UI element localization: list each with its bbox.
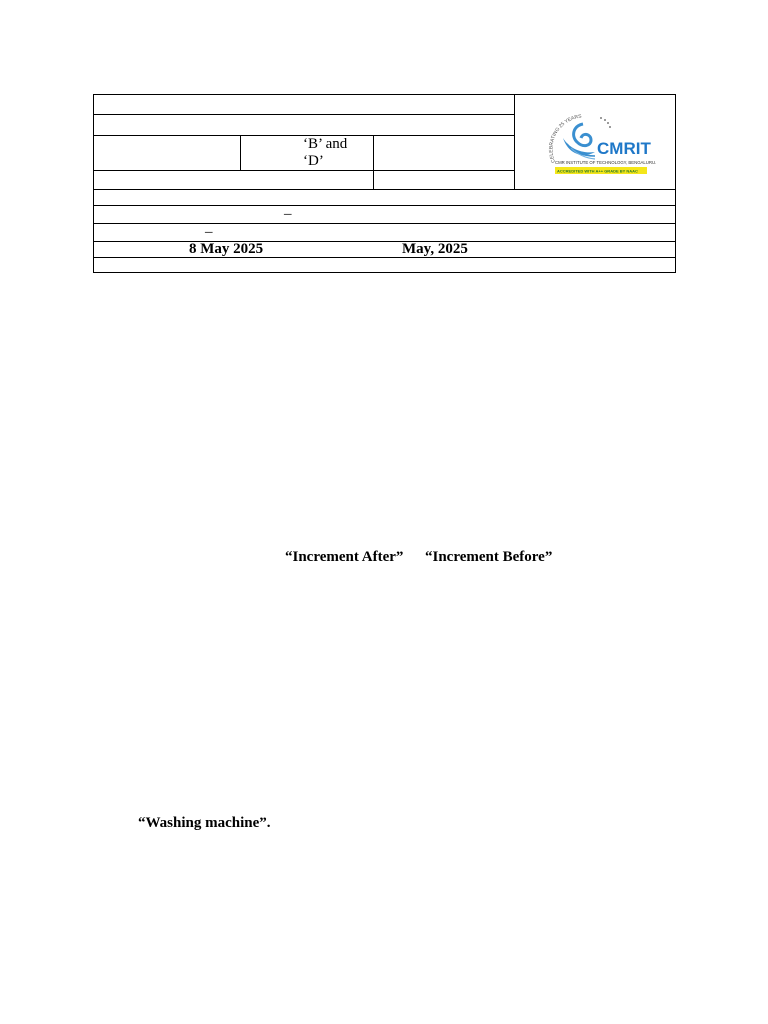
header-cell: [94, 258, 676, 273]
logo-subtitle: CMR INSTITUTE OF TECHNOLOGY, BENGALURU.: [555, 160, 657, 165]
header-row-5: [94, 190, 676, 206]
header-cell: [94, 115, 515, 136]
header-cell: [374, 171, 515, 190]
header-cell: [374, 136, 515, 171]
dash-cell: –: [94, 206, 676, 224]
cmrit-logo: [515, 102, 675, 182]
washing-machine-text: “Washing machine”.: [138, 815, 271, 831]
grade-cell: ‘B’ and ‘D’: [241, 136, 374, 171]
dash-cell: –: [94, 224, 676, 242]
date-right: May, 2025: [402, 241, 468, 257]
increment-after-text: “Increment After”: [285, 549, 404, 565]
header-row-7: [94, 224, 676, 242]
header-row-1: [94, 95, 676, 115]
svg-text:CELEBRATING 25 YEARS: [548, 113, 582, 163]
header-row-dates: [94, 242, 676, 258]
logo-badge-text: ACCREDITED WITH A++ GRADE BY NAAC: [557, 168, 638, 174]
header-cell: [94, 95, 515, 115]
dates-cell: [94, 242, 676, 258]
header-row-9: [94, 258, 676, 273]
logo-name: CMRIT: [597, 139, 651, 158]
increment-before-text: “Increment Before”: [425, 549, 553, 565]
header-row-6: [94, 206, 676, 224]
date-left: 8 May 2025: [189, 241, 264, 257]
header-table: [93, 94, 676, 273]
logo-cell: [515, 95, 676, 190]
cmrit-logo-graphic: [525, 102, 665, 182]
logo-arc-text: CELEBRATING 25 YEARS: [548, 113, 583, 164]
swan-icon: [574, 124, 591, 146]
header-cell: [94, 171, 374, 190]
header-cell: [94, 190, 676, 206]
header-cell: [94, 136, 241, 171]
